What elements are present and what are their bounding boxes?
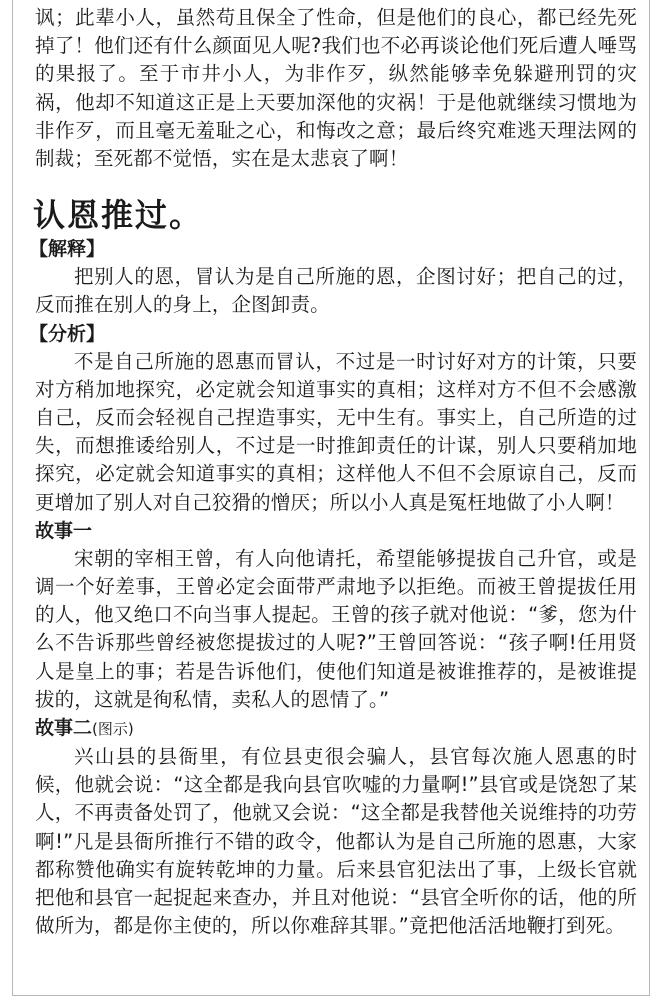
story-two-label: 故事二 (35, 717, 93, 740)
story-two-heading (35, 714, 637, 743)
story-one-text: 宋朝的宰相王曾，有人向他请托，希望能够提拔自己升官，或是调一个好差事，王曾必定会面带严肃地予以拒绝。而被王曾提拔任用的人，他又绝口不向当事人提起。王曾的孩子就对他说：“爹，您为什么不告诉那些曾经被您提拔过的人呢?”王曾回答说：“孩子啊!任用贤人是皇上的事；若是告诉他们，使他们知道是被谁推荐的，是被谁提拔的，这就是徇私情，卖私人的恩情了。” (35, 546, 637, 711)
story-one-label: 故事一 (35, 519, 93, 542)
page-content (29, 4, 637, 940)
story-two-illustration-tag: (图示) (92, 720, 134, 739)
explanation-label: 【解释】 (29, 238, 106, 261)
intro-paragraph: 讽；此辈小人，虽然苟且保全了性命，但是他们的良心，都已经先死掉了！他们还有什么颜面见人呢?我们也不必再谈论他们死后遭人唾骂的果报了。至于市井小人，为非作歹，纵然能够幸免躲避刑罚的灾祸，他却不知道这正是上天要加深他的灾祸！于是他就继续习惯地为非作歹，而且毫无羞耻之心，和悔改之意；最后终究难逃天理法网的制裁；至死都不觉悟，实在是太悲哀了啊！ (35, 6, 637, 171)
analysis-label: 【分析】 (29, 322, 106, 345)
book-page (12, 0, 650, 996)
analysis-text: 不是自己所施的恩惠而冒认，不过是一时讨好对方的计策，只要对方稍加地探究，必定就会知道事实的真相；这样对方不但不会感激自己，反而会轻视自己捏造事实，无中生有。事实上，自己所造的过失，而想推诿给别人，不过是一时推卸责任的计谋，别人只要稍加地探究，必定就会知道事实的真相；这样他人不但不会原谅自己，反而更增加了别人对自己狡猾的憎厌；所以小人真是冤枉地做了小人啊！ (35, 349, 637, 514)
explanation-text: 把别人的恩，冒认为是自己所施的恩，企图讨好；把自己的过，反而推在别人的身上，企图卸责。 (35, 265, 637, 317)
section-title: 认恩推过。 (33, 196, 204, 235)
story-one-heading (35, 517, 637, 545)
story-two-text: 兴山县的县衙里，有位县吏很会骗人，县官每次施人恩惠的时候，他就会说：“这全都是我向县官吹嘘的力量啊!”县官或是饶恕了某人，不再责备处罚了，他就又会说：“这全都是我替他关说维持的功劳啊!”凡是县衙所推行不错的政令，他都认为是自己所施的恩惠，大家都称赞他确实有旋转乾坤的力量。后来县官犯法出了事，上级长官就把他和县官一起捉起来查办，并且对他说：“县官全听你的话，他的所做所为，都是你主使的，所以你难辞其罪。”竟把他活活地鞭打到死。 (35, 745, 637, 938)
